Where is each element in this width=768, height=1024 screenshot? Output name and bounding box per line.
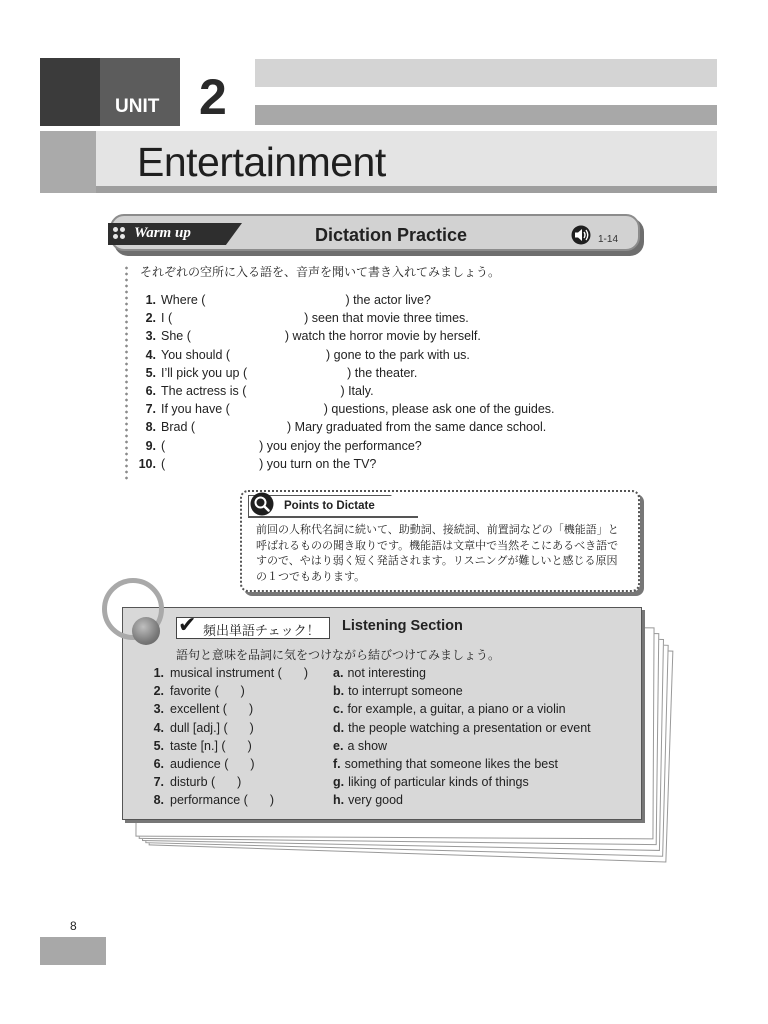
term-number: 2. — [153, 684, 164, 699]
magnifier-icon — [250, 492, 274, 516]
meaning-text: the people watching a presentation or event — [348, 720, 591, 735]
dots-icon — [113, 227, 127, 241]
vocab-term: 4. dull [adj.] ( ) — [144, 719, 308, 737]
checkmark-icon: ✔ — [178, 613, 197, 638]
item-number: 4. — [145, 347, 156, 362]
vocab-term: 1. musical instrument ( ) — [144, 664, 308, 682]
audio-track-number: 1-14 — [598, 234, 619, 245]
meaning-text: liking of particular kinds of things — [348, 775, 529, 790]
item-text-after: ) Italy. — [340, 383, 374, 398]
meaning-letter: f. — [333, 756, 341, 771]
unit-label: UNIT — [115, 96, 160, 117]
dictation-item — [132, 364, 632, 382]
vocab-meaning — [333, 719, 591, 737]
meaning-letter: c. — [333, 702, 344, 717]
term-number: 3. — [153, 702, 164, 717]
title-side-block — [40, 131, 96, 193]
dotted-margin-line — [125, 265, 128, 481]
item-text-before: She ( — [161, 329, 191, 344]
meaning-text: not interesting — [347, 666, 426, 680]
item-number: 5. — [145, 365, 156, 380]
points-tab-line — [248, 516, 418, 518]
title-underline — [96, 186, 717, 193]
vocab-meaning — [333, 791, 591, 809]
dictation-item — [132, 291, 632, 309]
vocab-meaning — [333, 755, 591, 773]
item-text-after: ) you enjoy the performance? — [259, 438, 422, 453]
item-text-before: You should ( — [161, 347, 231, 362]
item-text-after: ) the actor live? — [345, 293, 431, 307]
vocab-term: 7. disturb ( ) — [144, 773, 308, 791]
meaning-text: for example, a guitar, a piano or a violin — [347, 702, 566, 717]
item-number: 10. — [138, 456, 156, 471]
item-number: 9. — [145, 438, 156, 453]
meaning-letter: b. — [333, 684, 345, 699]
meaning-letter: g. — [333, 775, 345, 790]
term-text: audience ( — [170, 756, 229, 771]
term-number: 6. — [153, 756, 164, 771]
vocab-meaning — [333, 682, 591, 700]
item-text-before: I ( — [161, 311, 173, 326]
term-number: 7. — [153, 775, 164, 790]
footer-bar — [40, 937, 106, 965]
vocab-meaning — [333, 664, 591, 682]
term-number: 1. — [153, 666, 164, 680]
vocab-term: 2. favorite ( ) — [144, 682, 308, 700]
header-dark-block — [40, 58, 100, 126]
page-number: 8 — [70, 919, 77, 933]
item-text-after: ) gone to the park with us. — [326, 347, 470, 362]
term-number: 8. — [153, 793, 164, 808]
listening-instruction: 語句と意味を品詞に気をつけながら結びつけてみましょう。 — [176, 648, 501, 662]
meaning-text: to interrupt someone — [348, 684, 463, 699]
item-text-before: I’ll pick you up ( — [161, 365, 248, 380]
term-text: favorite ( — [170, 684, 219, 699]
dictation-item — [132, 382, 632, 400]
term-text: disturb ( — [170, 775, 216, 790]
term-text: musical instrument ( — [170, 666, 282, 680]
vocab-meaning — [333, 700, 591, 718]
points-line: の１つでもあります。 — [256, 569, 366, 583]
item-text-before: If you have ( — [161, 402, 230, 417]
item-number: 6. — [145, 383, 156, 398]
item-text-before: The actress is ( — [161, 383, 247, 398]
vocab-term: 6. audience ( ) — [144, 755, 308, 773]
dictation-instruction: それぞれの空所に入る語を、音声を聞いて書き入れてみましょう。 — [140, 265, 501, 279]
vocab-term: 3. excellent ( ) — [144, 700, 308, 718]
points-line: すので、やはり弱く短く発話されます。リスニングが難しいと感じる原因 — [256, 554, 618, 567]
dictation-item — [132, 418, 632, 436]
header-bar-bottom — [255, 105, 717, 125]
page-title: Entertainment — [137, 139, 386, 185]
vocab-term: 5. taste [n.] ( ) — [144, 737, 308, 755]
meaning-letter: h. — [333, 793, 345, 808]
item-text-after: ) Mary graduated from the same dance school. — [287, 420, 547, 435]
dictation-item — [132, 327, 632, 345]
points-title: Points to Dictate — [284, 500, 375, 512]
item-number: 2. — [145, 311, 156, 326]
warmup-tag-label: Warm up — [134, 225, 191, 241]
term-number: 4. — [153, 720, 164, 735]
dictation-item — [132, 346, 632, 364]
meaning-text: something that someone likes the best — [344, 756, 558, 771]
listening-title: Listening Section — [342, 618, 463, 634]
term-text: performance ( — [170, 793, 248, 808]
term-text: taste [n.] ( — [170, 738, 226, 753]
vocab-meaning — [333, 773, 591, 791]
meaning-letter: e. — [333, 738, 344, 753]
item-text-before: Brad ( — [161, 420, 196, 435]
dictation-title: Dictation Practice — [315, 225, 468, 245]
vocab-meaning — [333, 737, 591, 755]
vocab-meanings-list — [333, 664, 591, 810]
item-number: 7. — [145, 402, 156, 417]
item-text-after: ) you turn on the TV? — [259, 456, 377, 471]
item-text-after: ) seen that movie three times. — [304, 311, 469, 326]
item-number: 1. — [145, 293, 156, 307]
item-text-after: ) watch the horror movie by herself. — [284, 329, 481, 344]
speaker-icon[interactable] — [571, 225, 593, 245]
binder-ring-hole — [132, 617, 160, 645]
term-text: dull [adj.] ( — [170, 720, 228, 735]
term-text: excellent ( — [170, 702, 227, 717]
item-text-after: ) the theater. — [347, 365, 418, 380]
points-line: 前回の人称代名詞に続いて、助動詞、接続詞、前置詞などの「機能語」と — [256, 523, 619, 536]
meaning-letter: d. — [333, 720, 345, 735]
check-label-text: 頻出単語チェック！ — [203, 624, 320, 639]
dictation-item — [132, 437, 632, 455]
points-body — [256, 522, 631, 584]
vocab-term: 8. performance ( ) — [144, 791, 308, 809]
item-number: 3. — [145, 329, 156, 344]
points-line: 呼ばれるものの聞き取りです。機能語は文章中で当然そこにあるべき語で — [256, 538, 619, 552]
dictation-item — [132, 400, 632, 418]
item-text-before: ( — [161, 438, 166, 453]
dictation-list — [132, 291, 632, 473]
unit-number: 2 — [199, 69, 227, 125]
item-text-before: ( — [161, 456, 166, 471]
vocab-terms-list — [144, 664, 308, 810]
term-number: 5. — [153, 738, 164, 753]
header-bar-top — [255, 59, 717, 87]
dictation-item — [132, 309, 632, 327]
item-text-after: ) questions, please ask one of the guides. — [323, 402, 555, 417]
meaning-letter: a. — [333, 666, 344, 680]
item-text-before: Where ( — [161, 293, 206, 307]
item-number: 8. — [145, 420, 156, 435]
meaning-text: very good — [348, 793, 404, 808]
dictation-item — [132, 455, 632, 473]
meaning-text: a show — [347, 738, 388, 753]
